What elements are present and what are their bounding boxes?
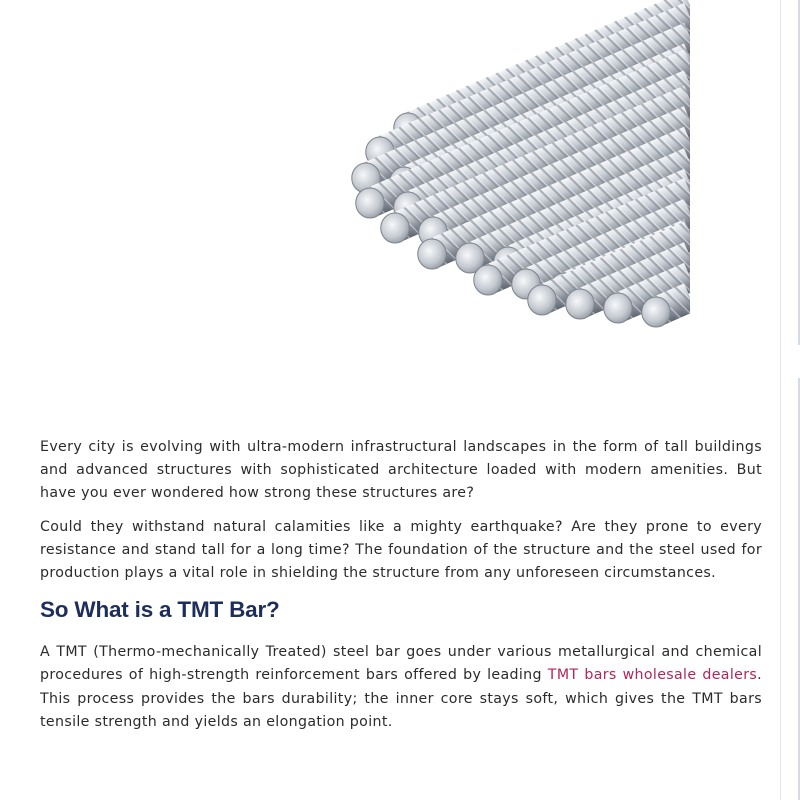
rebar-end xyxy=(474,265,503,295)
rebar-end xyxy=(418,239,447,269)
intro-paragraph: Every city is evolving with ultra-modern infrastructural landscapes in the form of tall buildings and advanced structures with sophisticated architecture loaded with modern amenities. But have you ever wondered how strong these structures are? xyxy=(40,439,762,502)
definition-text-start: A TMT (Thermo-mechanically Treated) steel bar goes under various metallurgical and chemical procedures of high-strength reinforcement bars offered by leading xyxy=(40,644,762,684)
rebar-end xyxy=(566,289,595,319)
rebar-end xyxy=(381,213,410,243)
rebar-end xyxy=(642,297,671,327)
rebar-end xyxy=(604,293,633,323)
tmt-bars-image xyxy=(170,0,690,340)
tmt-bars-wholesale-dealers-link[interactable]: TMT bars wholesale dealers xyxy=(547,667,758,684)
rebar-end xyxy=(356,188,385,218)
section-heading: So What is a TMT Bar? xyxy=(40,597,280,623)
question-paragraph: Could they withstand natural calamities like a mighty earthquake? Are they prone to every resistance and stand tall for a long time? The foundation of the structure and the steel used for production plays a vital role in shielding the structure from any unforeseen circumstances. xyxy=(40,518,762,582)
definition-paragraph xyxy=(40,641,762,734)
rebar-end xyxy=(528,285,557,315)
right-sidebar-edge xyxy=(781,0,800,800)
definition-text-end: . This process provides the bars durability; the inner core stays soft, which gives the TMT bars tensile strength and yields an elongation point. xyxy=(40,667,762,730)
article-content xyxy=(40,436,762,744)
